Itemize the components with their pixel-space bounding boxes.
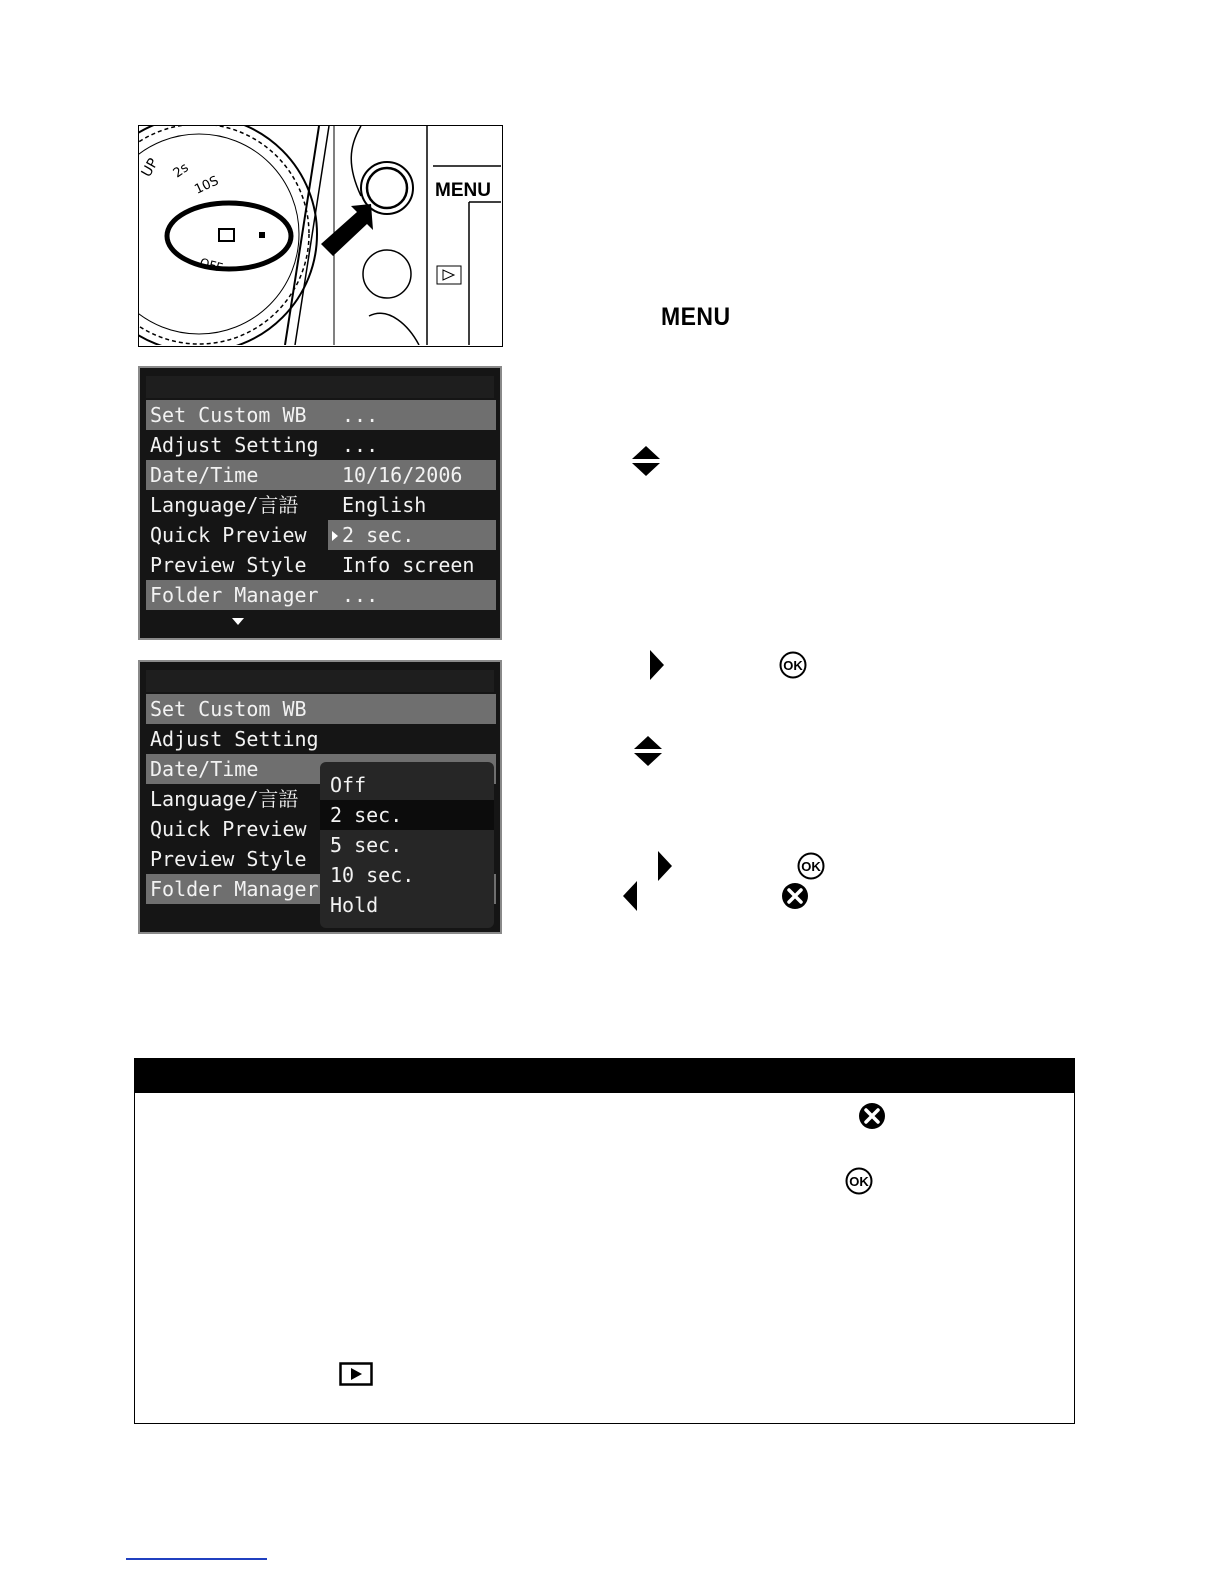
row-label: Quick Preview [150,523,307,547]
option-label: 10 sec. [330,863,415,887]
up-down-arrows-icon [634,736,662,766]
cancel-x-icon [781,882,809,910]
svg-text:OK: OK [801,859,821,874]
option-5-sec[interactable] [320,830,494,860]
row-label: Preview Style [150,553,307,577]
cancel-x-icon [858,1102,886,1130]
option-label: Hold [330,893,379,917]
right-arrow-icon [650,650,664,680]
scroll-down-icon [232,618,244,625]
lcd-title-bar [146,376,494,398]
menu-row-date-time[interactable] [146,460,496,490]
row-label: Set Custom WB [150,403,307,427]
row-label: Folder Manager [150,877,319,901]
option-2-sec[interactable] [320,800,494,830]
menu-button-text: MENU [661,303,731,331]
right-arrow-icon [658,851,672,881]
playback-icon [339,1362,373,1386]
lcd-menu-screen [138,366,502,640]
svg-text:2s: 2s [170,160,192,182]
row-value: ... [342,403,379,427]
option-10-sec[interactable] [320,860,494,890]
row-value: 10/16/2006 [342,463,463,487]
option-off[interactable] [320,770,494,800]
camera-illustration [138,125,503,347]
row-value: Info screen [342,553,475,577]
footer-link-underline [126,1558,267,1560]
svg-text:UP: UP [139,155,162,180]
menu-row-folder-manager[interactable] [146,580,496,610]
lcd-options-screen [138,660,502,934]
menu-label: MENU [435,180,491,201]
ok-button-icon [797,852,825,880]
menu-row-language[interactable] [146,490,496,520]
svg-text:OK: OK [783,658,803,673]
option-label: 5 sec. [330,833,403,857]
row-value: English [342,493,427,517]
camera-drawing [139,126,501,345]
row-label: Language/言語 [150,493,299,517]
menu-row-adjust-setting[interactable] [146,430,496,460]
option-label: 2 sec. [330,803,403,827]
menu-row-set-custom-wb[interactable] [146,400,496,430]
menu-row-quick-preview[interactable] [146,520,496,550]
option-label: Off [330,773,367,797]
menu-row-preview-style[interactable] [146,550,496,580]
lcd-title-bar [146,670,494,692]
menu-row-set-custom-wb[interactable] [146,694,496,724]
svg-text:OFF: OFF [198,255,225,275]
left-arrow-icon [623,881,637,911]
note-header-bar [135,1059,1074,1093]
options-popup [320,762,494,928]
row-label: Set Custom WB [150,697,307,721]
menu-row-adjust-setting[interactable] [146,724,496,754]
row-value: ... [342,433,379,457]
row-value: ... [342,583,379,607]
selection-marker-icon [332,531,338,541]
row-label: Adjust Setting [150,727,319,751]
row-label: Folder Manager [150,583,319,607]
row-label: Quick Preview [150,817,307,841]
row-label: Adjust Setting [150,433,319,457]
ok-button-icon [779,651,807,679]
row-label: Language/言語 [150,787,299,811]
svg-text:10S: 10S [192,173,222,198]
row-label: Date/Time [150,463,259,487]
ok-button-icon [845,1167,873,1195]
svg-text:OK: OK [849,1174,869,1189]
up-down-arrows-icon [632,446,660,476]
note-box [134,1058,1075,1424]
row-value: 2 sec. [342,523,415,547]
row-label: Preview Style [150,847,307,871]
row-label: Date/Time [150,757,259,781]
option-hold[interactable] [320,890,494,920]
